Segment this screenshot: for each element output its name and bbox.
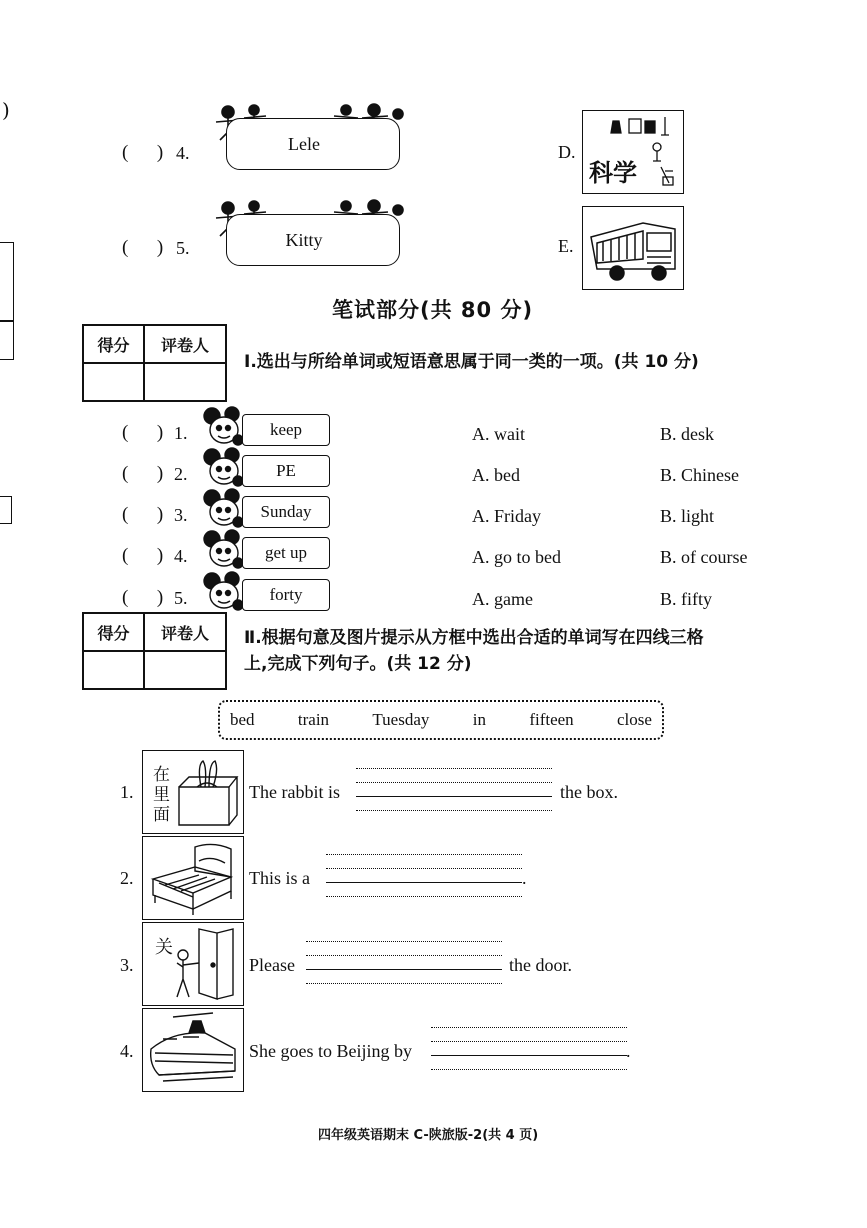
close-door-picture [142,922,244,1006]
grader-cell[interactable] [144,651,226,689]
written-section-title: 笔试部分(共 80 分) [332,298,534,322]
picture-label: D. [558,142,576,162]
score-table [82,324,227,402]
question-number: 5. [174,588,188,608]
question-number: 4. [174,546,188,566]
word-bank-item: Tuesday [372,710,430,729]
question-number: 1. [120,782,134,802]
hint-text: 关 [155,937,173,958]
question-number: 2. [120,868,134,888]
grader-header: 评卷人 [144,325,226,363]
sentence-after: . [522,868,527,888]
writing-guide-line [326,854,522,855]
word-bank-item: in [472,710,486,729]
score-cell[interactable] [83,651,144,689]
answer-paren[interactable]: ( ) [122,422,164,443]
sentence-before: She goes to Beijing by [249,1041,412,1061]
science-text: 科学 [589,159,637,187]
given-word: Sunday [260,502,312,521]
score-header: 得分 [83,613,144,651]
option-b[interactable]: B. desk [660,424,714,444]
option-b[interactable]: B. fifty [660,589,712,609]
given-word: PE [276,461,296,480]
name-label: Lele [288,133,320,154]
option-a[interactable]: A. bed [472,465,520,485]
section2-instruction-line2: 上,完成下列句子。(共 12 分) [244,654,472,674]
mouse-mascot-icon [202,488,246,530]
given-word: keep [269,420,303,439]
rabbit-box-icon [143,751,243,833]
name-card-lele [226,118,400,170]
question-number: 4. [120,1041,134,1061]
writing-guide-line [326,896,522,897]
score-table [82,612,227,690]
answer-paren[interactable]: ( ) [122,545,164,566]
answer-paren[interactable]: ( ) [122,504,164,525]
section1-instruction: Ⅰ.选出与所给单词或短语意思属于同一类的一项。(共 10 分) [244,352,699,372]
edge-paren-mark: ) [2,98,10,122]
word-bank-item: fifteen [529,710,574,729]
question-number: 3. [174,505,188,525]
mouse-mascot-icon [202,571,246,613]
rabbit-in-box-picture [142,750,244,834]
binding-edge-mark [0,320,14,360]
given-word: get up [264,543,308,562]
sentence-before: The rabbit is [249,782,340,802]
answer-line[interactable] [326,882,522,883]
grader-cell[interactable] [144,363,226,401]
bus-picture [582,206,684,290]
writing-guide-line [356,782,552,783]
sentence-before: Please [249,955,295,975]
answer-line[interactable] [356,796,552,797]
given-word: forty [269,585,303,604]
writing-guide-line [326,868,522,869]
binding-edge-mark [0,242,14,322]
option-b[interactable]: B. of course [660,547,748,567]
bed-picture [142,836,244,920]
answer-paren[interactable]: ( ) [122,237,164,258]
option-a[interactable]: A. wait [472,424,525,444]
word-bank-item: bed [230,710,255,729]
option-b[interactable]: B. Chinese [660,465,739,485]
option-a[interactable]: A. game [472,589,533,609]
science-picture [582,110,684,194]
name-card-kitty [226,214,400,266]
writing-guide-line [306,941,502,942]
writing-guide-line [431,1069,627,1070]
train-icon [143,1009,243,1091]
answer-paren[interactable]: ( ) [122,142,164,163]
sentence-before: This is a [249,868,310,888]
given-word-box [242,455,330,487]
writing-guide-line [431,1041,627,1042]
option-a[interactable]: A. Friday [472,506,541,526]
binding-edge-mark [0,496,12,524]
word-bank-item: close [617,710,652,729]
writing-guide-line [431,1027,627,1028]
given-word-box [242,496,330,528]
grader-header: 评卷人 [144,613,226,651]
score-header: 得分 [83,325,144,363]
door-person-icon [143,923,243,1005]
question-number: 1. [174,423,188,443]
question-number: 3. [120,955,134,975]
word-bank [218,700,664,740]
word-bank-item: train [297,710,330,729]
section2-instruction-line1: Ⅱ.根据句意及图片提示从方框中选出合适的单词写在四线三格 [244,628,704,648]
sentence-after: the box. [560,782,618,802]
given-word-box [242,414,330,446]
answer-paren[interactable]: ( ) [122,587,164,608]
bed-icon [143,837,243,919]
picture-label: E. [558,236,574,256]
answer-paren[interactable]: ( ) [122,463,164,484]
writing-guide-line [356,768,552,769]
question-number: 4. [176,143,190,163]
option-a[interactable]: A. go to bed [472,547,561,567]
hint-text: 在里面 [153,765,170,825]
given-word-box [242,537,330,569]
writing-guide-line [306,955,502,956]
sentence-after: the door. [509,955,572,975]
train-picture [142,1008,244,1092]
mouse-mascot-icon [202,406,246,448]
option-b[interactable]: B. light [660,506,715,526]
given-word-box [242,579,330,611]
answer-line[interactable] [306,969,502,970]
page-footer: 四年级英语期末 C-陕旅版-2(共 4 页) [318,1128,539,1143]
sentence-after: . [626,1041,631,1061]
writing-guide-line [356,810,552,811]
school-bus-icon [583,207,683,289]
question-number: 2. [174,464,188,484]
answer-line[interactable] [431,1055,627,1056]
name-label: Kitty [285,229,323,250]
mouse-mascot-icon [202,529,246,571]
writing-guide-line [306,983,502,984]
score-cell[interactable] [83,363,144,401]
mouse-mascot-icon [202,447,246,489]
question-number: 5. [176,238,190,258]
